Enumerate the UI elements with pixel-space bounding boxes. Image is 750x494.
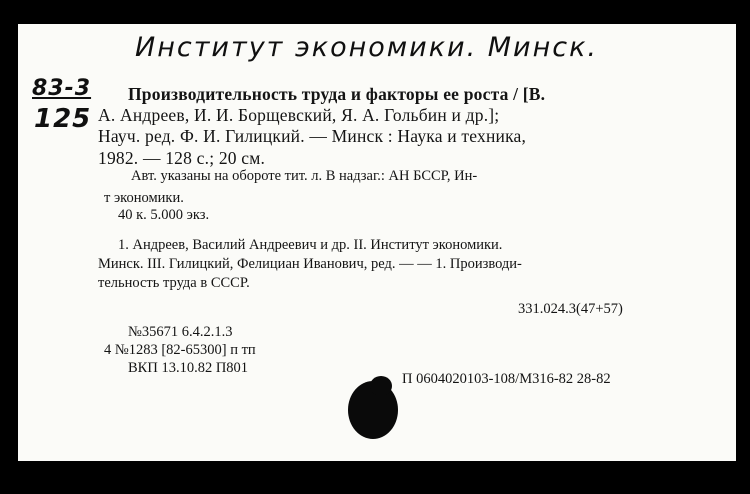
notes-line-2: т экономики. [104, 190, 184, 206]
catalog-card [18, 24, 736, 461]
card-number: №35671 6.4.2.1.3 [128, 324, 233, 340]
title-line [128, 84, 545, 105]
tracings-line-1: 1. Андреев, Василий Андреевич и др. II. Институт экономики. [118, 237, 503, 253]
publisher-index: П 0604020103-108/М316-82 28-82 [402, 371, 611, 387]
shelf-mark-top: 83-3 [32, 76, 92, 101]
handwritten-header: Институт экономики. Минск. [135, 32, 598, 63]
authors-line: А. Андреев, И. И. Борщевский, Я. А. Гольбин и др.]; [98, 105, 500, 125]
punch-hole-top [370, 376, 392, 396]
tracings-line-2: Минск. III. Гилицкий, Фелициан Иванович, ред. — — 1. Производи- [98, 256, 522, 272]
price-line: 40 к. 5.000 экз. [118, 207, 210, 223]
notes-line-1: Авт. указаны на обороте тит. л. В надзаг.: АН БССР, Ин- [131, 168, 478, 184]
title-text: Производительность труда и факторы ее роста / [В. [128, 84, 546, 104]
shelf-mark-bottom: 125 [34, 104, 92, 134]
order-number: 4 №1283 [82-65300] п тп [104, 342, 256, 358]
publication-line: Науч. ред. Ф. И. Гилицкий. — Минск : Наука и техника, [98, 126, 527, 146]
udc-code: 331.024.3(47+57) [518, 301, 623, 317]
extent-line: 1982. — 128 с.; 20 см. [98, 148, 266, 168]
vkp-code: ВКП 13.10.82 П801 [128, 360, 249, 376]
tracings-line-3: тельность труда в СССР. [98, 275, 250, 291]
